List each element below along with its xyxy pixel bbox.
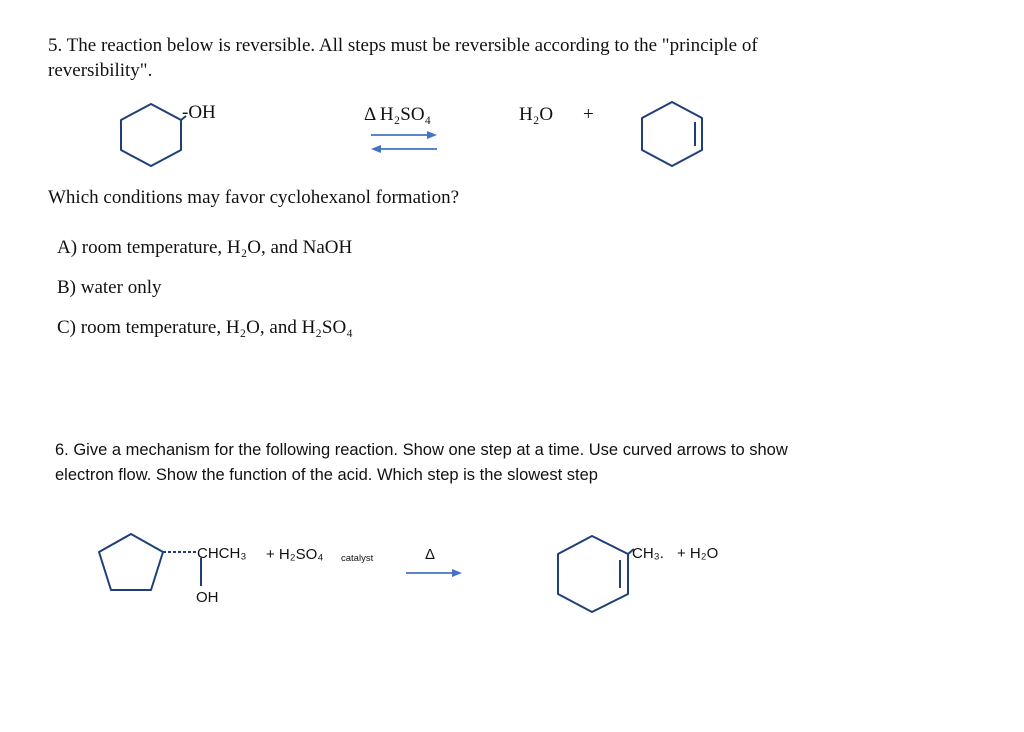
cyclohexene-ring — [642, 102, 702, 166]
reagent-h2so4: + H₂SO₄ — [266, 546, 324, 563]
q5-conditions: Δ H₂SO₄ — [364, 104, 432, 125]
reactant-chchch3-label: CHCH₃ — [197, 545, 247, 562]
catalyst-note: catalyst — [341, 553, 374, 564]
product-water: H₂O — [519, 104, 554, 125]
methylcyclohexene-structure — [552, 530, 662, 620]
q6-prompt-line2: electron flow. Show the function of the acid. Which step is the slowest step — [55, 466, 598, 484]
reactant-oh-label-2: OH — [196, 589, 219, 606]
q6-prompt-line1: 6. Give a mechanism for the following reaction. Show one step at a time. Use curved arrows to show — [55, 441, 788, 459]
reverse-arrow-head — [371, 145, 381, 153]
choice-a: A) room temperature, H₂O, and NaOH — [57, 237, 353, 258]
equilibrium-arrows — [365, 128, 455, 158]
q5-question: Which conditions may favor cyclohexanol formation? — [48, 187, 460, 208]
plus-sign: + — [583, 104, 594, 125]
cyclopentane-ring — [99, 534, 163, 590]
product-ch3-label: CH₃. — [632, 545, 664, 562]
choice-c: C) room temperature, H₂O, and H₂SO₄ — [57, 317, 353, 338]
cyclohexene-structure — [640, 98, 720, 178]
cyclohexane-ring — [121, 104, 181, 166]
arrow-head — [452, 569, 462, 577]
product-water-2: + H₂O — [677, 545, 719, 562]
choice-b: B) water only — [57, 277, 162, 298]
heat-symbol: Δ — [425, 546, 436, 563]
q5-prompt-line2: reversibility". — [48, 60, 153, 81]
product-ring — [558, 536, 628, 612]
q5-prompt-line1: 5. The reaction below is reversible. All steps must be reversible according to the "principle of — [48, 35, 758, 56]
reactant-oh-label: -OH — [182, 102, 216, 123]
forward-arrow-head — [427, 131, 437, 139]
forward-arrow — [404, 566, 474, 580]
